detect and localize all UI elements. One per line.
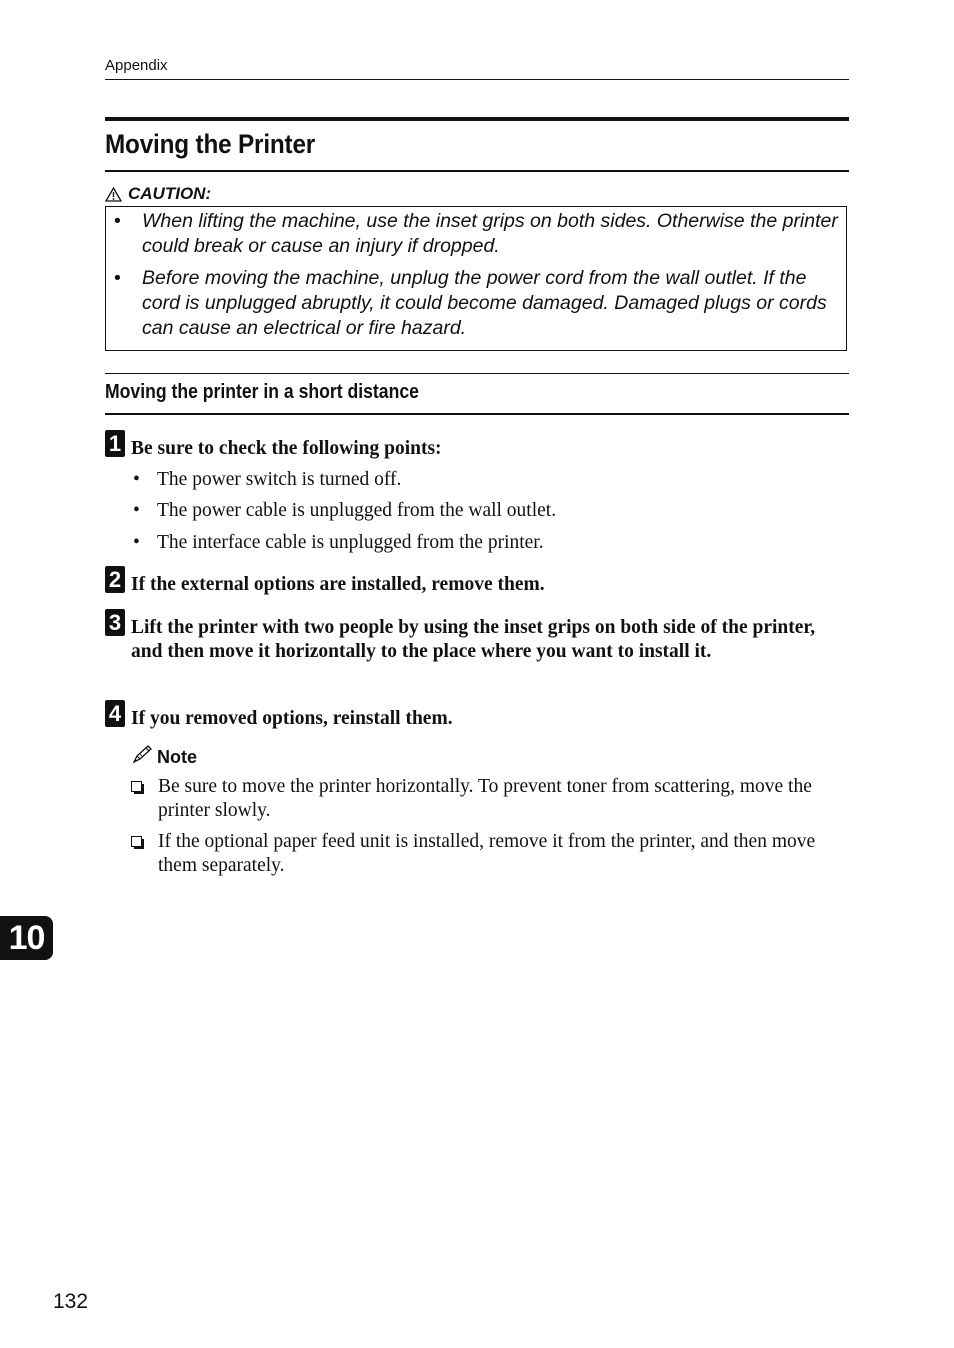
pencil-icon <box>131 745 153 770</box>
step-number-icon: 4 <box>105 700 125 727</box>
header-rule <box>105 79 849 80</box>
chapter-tab: 10 <box>0 916 53 960</box>
bullet-icon: • <box>133 532 140 553</box>
note-item <box>131 775 851 823</box>
step-text: Be sure to check the following points: <box>131 438 442 459</box>
subsection-rule-top <box>105 373 849 374</box>
subsection-title: Moving the printer in a short distance <box>105 381 419 403</box>
step-text: Lift the printer with two people by using the inset grips on both side of the printer, and then move it horizontally to the place where you want to install it. <box>131 617 816 662</box>
page-number: 132 <box>53 1290 89 1313</box>
caution-heading <box>105 184 211 204</box>
bullet-icon: • <box>114 267 121 289</box>
step-number-icon: 3 <box>105 609 125 636</box>
warning-triangle-icon <box>105 187 122 202</box>
check-point <box>133 468 401 492</box>
caution-label: CAUTION: <box>128 184 212 203</box>
caution-item <box>114 209 838 259</box>
caution-item-text: When lifting the machine, use the inset grips on both sides. Otherwise the printer could break or cause an injury if dropped. <box>142 210 838 257</box>
subsection-rule-bottom <box>105 413 849 415</box>
title-rule-top <box>105 117 849 121</box>
note-item <box>131 830 851 878</box>
step-text: If the external options are installed, remove them. <box>131 574 545 595</box>
caution-box <box>105 206 847 351</box>
checkbox-bullet-icon <box>131 836 142 847</box>
checkbox-bullet-icon <box>131 781 142 792</box>
bullet-icon: • <box>114 210 121 232</box>
caution-item-text: Before moving the machine, unplug the power cord from the wall outlet. If the cord is unplugged abruptly, it could become damaged. Damaged plugs or cords can cause an electrical or fire hazard. <box>142 267 827 339</box>
section-title: Moving the Printer <box>105 129 316 159</box>
check-point-text: The interface cable is unplugged from the printer. <box>157 532 544 553</box>
step-number-icon: 1 <box>105 430 125 457</box>
note-label: Note <box>157 747 197 767</box>
bullet-icon: • <box>133 469 140 490</box>
bullet-icon: • <box>133 500 140 521</box>
note-item-text: Be sure to move the printer horizontally. To prevent toner from scattering, move the printer slowly. <box>158 776 812 821</box>
step-text: If you removed options, reinstall them. <box>131 708 453 729</box>
title-rule-bottom <box>105 170 849 172</box>
note-item-text: If the optional paper feed unit is installed, remove it from the printer, and then move them separately. <box>158 831 816 876</box>
check-point-text: The power switch is turned off. <box>157 469 402 490</box>
note-heading <box>131 745 197 770</box>
check-point-text: The power cable is unplugged from the wall outlet. <box>157 500 557 521</box>
caution-item <box>114 266 834 341</box>
running-head: Appendix <box>105 57 168 74</box>
check-point <box>133 499 556 523</box>
check-point <box>133 531 544 555</box>
step-number-icon: 2 <box>105 566 125 593</box>
